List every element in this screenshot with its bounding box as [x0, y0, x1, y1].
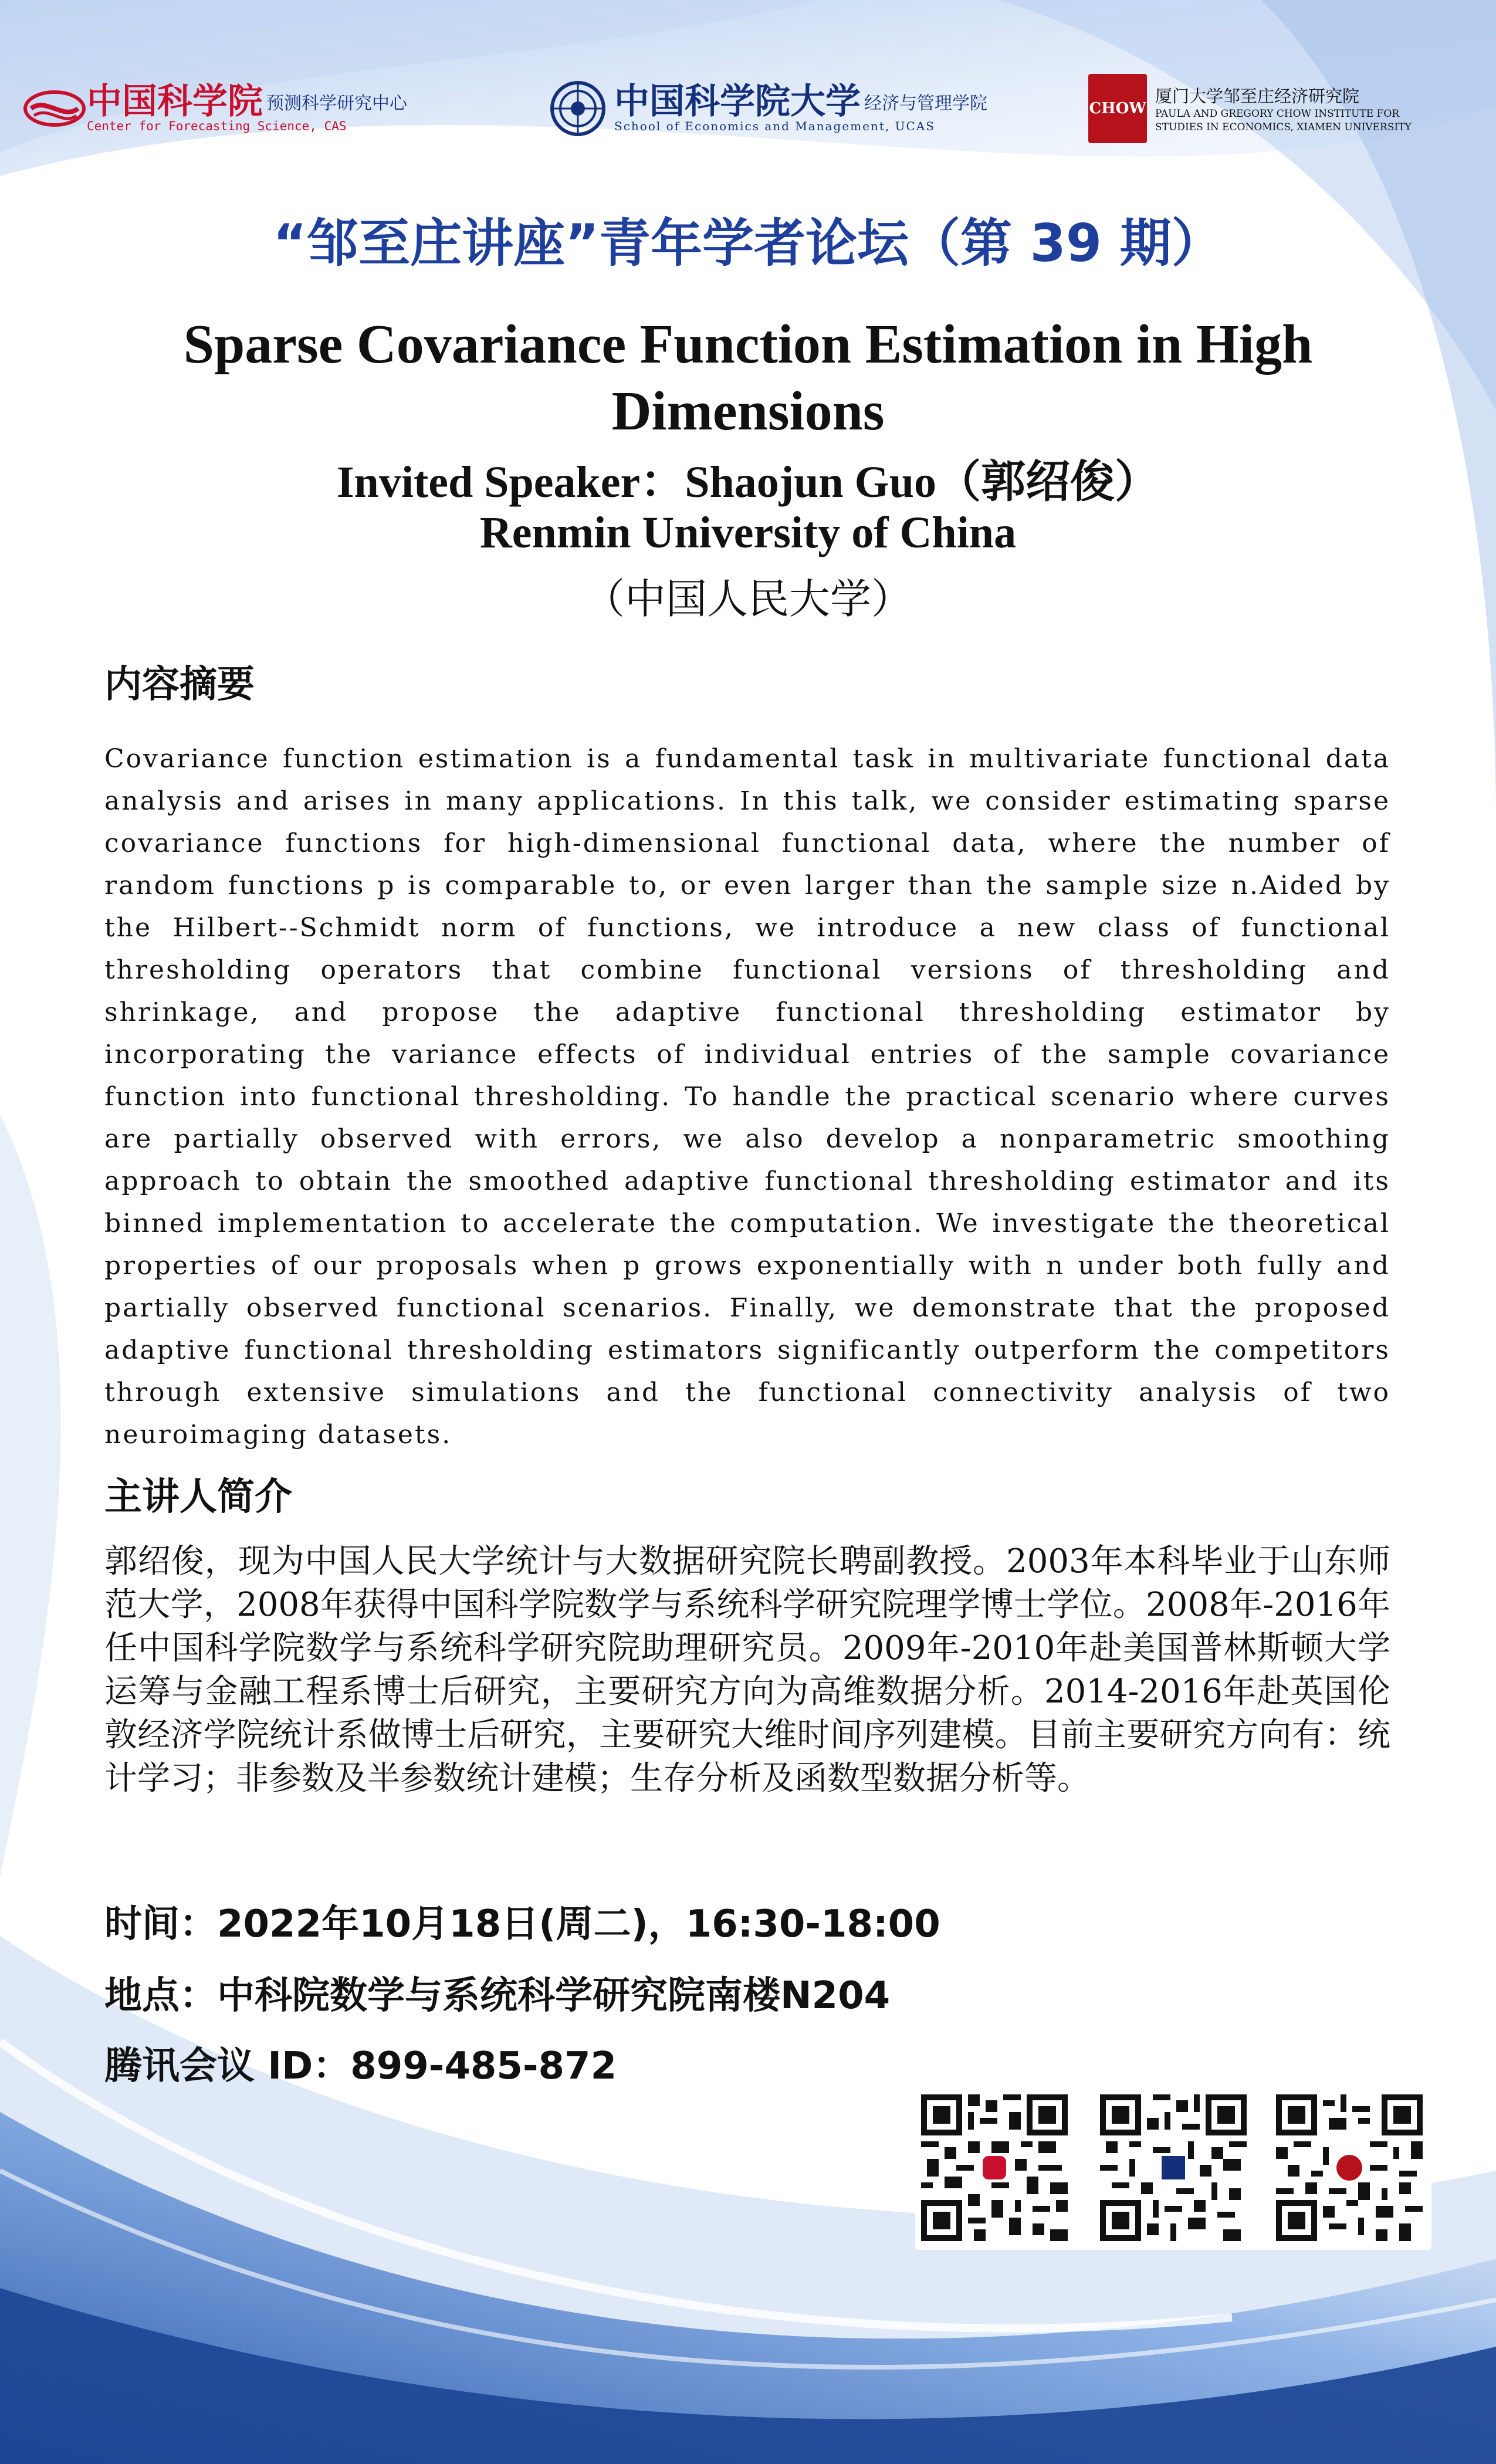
- qr-code-chow-icon[interactable]: [1276, 2094, 1423, 2241]
- bio-heading: 主讲人简介: [104, 1475, 292, 1519]
- event-place: 地点：中科院数学与系统科学研究院南楼N204: [104, 1974, 891, 2018]
- logo-right-en-line2: STUDIES IN ECONOMICS, XIAMEN UNIVERSITY: [1155, 121, 1412, 133]
- tencent-meeting-id: 腾讯会议 ID：899-485-872: [104, 2045, 617, 2088]
- ucas-seal-icon: [549, 79, 607, 138]
- logo-left-cn: 中国科学院: [87, 81, 263, 122]
- logo-chow-institute: [1088, 70, 1475, 147]
- logo-middle-cn: 中国科学院大学: [614, 81, 861, 122]
- affiliation: Renmin University of China: [479, 508, 1017, 557]
- logo-left-en: Center for Forecasting Science, CAS: [87, 119, 347, 133]
- talk-title: Sparse Covariance Function Estimation in High Dimensions: [183, 314, 1313, 442]
- abstract-text: Covariance function estimation is a fundamental task in multivariate functional data analysis and arises in many applications. In this talk, we consider estimating sparse covariance functions for high-dimensional functional data, where the number of random functions p is comparable to, or even larger than the sample size n.Aided by the Hilbert--Schmidt norm of functions, we introduce a new class of functional thresholding operators that combine functional versions of thresholding and shrinkage, and propose the adaptive functional thresholding estimator by incorporating the variance effects of individual entries of the sample covariance function into functional thresholding. To handle the practical scenario where curves are partially observed with errors, we also develop a nonparametric smoothing approach to obtain the smoothed adaptive functional thresholding estimator and its binned implementation to accelerate the computation. We investigate the theoretical properties of our proposals when p grows exponentially with n under both fully and partially observed functional scenarios. Finally, we demonstrate that the proposed adaptive functional thresholding estimators significantly outperform the competitors through extensive simulations and the functional connectivity analysis of two neuroimaging datasets.: [104, 744, 1390, 1450]
- speaker-line: Invited Speaker：Shaojun Guo（郭绍俊）: [336, 458, 1160, 507]
- event-time: 时间：2022年10月18日(周二)，16:30-18:00: [104, 1903, 940, 1946]
- logo-right-cn: 厦门大学邹至庄经济研究院: [1155, 86, 1360, 107]
- forecasting-emblem-icon: [22, 85, 87, 132]
- logo-left-sub: 预测科学研究中心: [266, 93, 407, 114]
- abstract-heading: 内容摘要: [104, 663, 255, 706]
- logo-middle-sub: 经济与管理学院: [864, 93, 987, 114]
- logo-right-en-line1: PAULA AND GREGORY CHOW INSTITUTE FOR: [1155, 108, 1400, 120]
- series-title: “邹至庄讲座”青年学者论坛（第 39 期）: [273, 213, 1223, 273]
- qr-code-forecasting-icon[interactable]: [921, 2094, 1068, 2241]
- logo-forecasting-center: [22, 70, 492, 147]
- bio-text: 郭绍俊，现为中国人民大学统计与大数据研究院长聘副教授。2003年本科毕业于山东师范大学，2008年获得中国科学院数学与系统科学研究院理学博士学位。2008年-2016年任中国科学院数学与系统科学研究院助理研究员。2009年-2010年赴美国普林斯顿大学运筹与金融工程系博士后研究，主要研究方向为高维数据分析。2014-2016年赴英国伦敦经济学院统计系做博士后研究，主要研究大维时间序列建模。目前主要研究方向有：统计学习；非参数及半参数统计建模；生存分析及函数型数据分析等。: [104, 1542, 1390, 1798]
- qr-code-panel: [915, 2086, 1431, 2250]
- affiliation-cn: （中国人民大学）: [584, 575, 912, 623]
- logo-middle-en: School of Economics and Management, UCAS: [614, 119, 935, 133]
- chow-badge-icon: [1088, 74, 1147, 143]
- chow-badge-text: CHOW: [1089, 100, 1146, 117]
- qr-code-ucas-icon[interactable]: [1100, 2094, 1247, 2241]
- logo-ucas-sem: [549, 70, 1018, 147]
